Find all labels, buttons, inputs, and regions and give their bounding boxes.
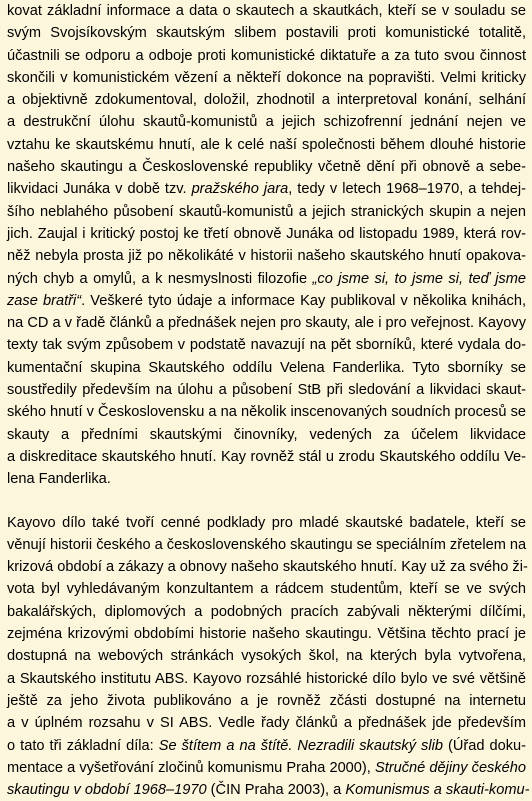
text-line xyxy=(7,735,526,757)
text-run: vztahu ke skautskému hnutí, ale k celé naší společnosti během dlouhé historie xyxy=(7,136,526,153)
text-run: kumentační skupina Skautského oddílu Velena Fanderlika. Tyto sborníky se xyxy=(7,359,526,376)
text-line xyxy=(7,468,526,490)
text-line xyxy=(7,645,526,667)
text-run: a diskreditace skautského hnutí. Kay rovněž stál u zrodu Skautského oddílu Ve- xyxy=(7,448,526,465)
text-run: něž nebyla prosta již po několikáté v historii našeho skautského hnutí opakova- xyxy=(7,248,526,265)
text-run: , tedy v letech 1968–1970, a tehdej- xyxy=(288,181,526,198)
text-line xyxy=(7,623,526,645)
text-run: Kayovo dílo také tvoří cenné podklady pro mladé skautské badatele, kteří se xyxy=(7,514,526,531)
text-line xyxy=(7,67,526,89)
text-run: a objektivně zdokumentoval, doložil, zhodnotil a interpretoval konání, selhání xyxy=(7,92,526,109)
text-run: dostupná na webových stránkách vysokých škol, na kterých byla vytvořena, xyxy=(7,648,526,665)
text-line xyxy=(7,379,526,401)
text-line xyxy=(7,779,530,801)
text-line xyxy=(7,690,526,712)
text-line xyxy=(7,424,526,446)
text-line xyxy=(7,201,526,223)
italic-text: Komunismus a skauti-komu- xyxy=(345,782,530,799)
text-line xyxy=(7,89,526,111)
text-run: zejména krizovými obdobími historie našeho skautingu. Většina těchto prací je xyxy=(7,626,526,643)
text-run: krizová období a zákazy a obnovy našeho skautského hnutí. Kay už za svého ži- xyxy=(7,559,528,576)
italic-text: Stručné dějiny českého xyxy=(374,759,527,776)
text-run: a Skautského institutu ABS. Kayovo rozsáhlé historické dílo bylo ve své většině xyxy=(7,670,526,687)
paragraph-1 xyxy=(7,0,526,491)
paragraph-gap xyxy=(7,491,526,512)
text-run: ných chyb a omylů, a k nesmyslnosti filozofie xyxy=(7,270,313,287)
italic-text: zase bratři“ xyxy=(7,292,82,309)
text-run: věnují historii českého a československého skautingu se speciálním zřetelem na xyxy=(7,536,527,553)
text-line xyxy=(7,0,526,22)
text-line xyxy=(7,156,526,178)
text-run: kovat základní informace a data o skautech a skautkách, kteří se v souladu se xyxy=(7,3,526,19)
text-line xyxy=(7,22,526,44)
italic-text: pražského jara xyxy=(191,181,289,198)
text-line xyxy=(7,245,526,267)
text-run: vota byl vyhledávaným konzultantem a rádcem studentům, kteří se ve svých xyxy=(7,581,526,598)
italic-text: Se štítem a na štítě. Nezradili skautský slib xyxy=(158,737,443,754)
text-run: texty tak svým způsobem v podstatě navazují na pět sborníků, které vydala do- xyxy=(7,337,526,354)
text-line xyxy=(7,712,526,734)
text-line xyxy=(7,268,526,290)
text-line xyxy=(7,446,526,468)
text-run: ještě za jeho života publikováno a je rovněž zčásti dostupné na internetu xyxy=(7,692,526,709)
text-run: jich. Zaujal i kritický postoj ke třetí obnově Junáka od listopadu 1989, která rov- xyxy=(7,225,526,242)
text-line xyxy=(7,601,526,623)
text-line xyxy=(7,178,526,200)
text-run: skauty a předními skautskými činovníky, vedených za účelem likvidace xyxy=(7,426,526,443)
text-line xyxy=(7,45,526,67)
text-run: skončili v komunistickém vězení a někteří dokonce na popravišti. Velmi kriticky xyxy=(7,69,526,86)
text-run: účastnili se odporu a odboje proti komunistické diktatuře a za tuto svou činnost xyxy=(7,47,526,64)
text-line xyxy=(7,512,526,534)
text-run: o tato tři základní díla: xyxy=(7,737,159,754)
text-run: lena Fanderlika. xyxy=(7,471,111,488)
text-line xyxy=(7,290,526,312)
text-run: (ČIN Praha 2003), a xyxy=(206,782,346,799)
text-line xyxy=(7,401,526,423)
text-line xyxy=(7,578,526,600)
text-line xyxy=(7,556,526,578)
text-run: a destrukční úlohu skautů-komunistů a jejich schizofrenní jednání nejen ve xyxy=(7,114,526,131)
text-line xyxy=(7,134,526,156)
italic-text: „co jsme si, to jsme si, teď jsme xyxy=(312,270,527,287)
text-run: šího neblahého působení skautů-komunistů a jejich stranických skupin a nejen xyxy=(7,203,526,220)
text-run: . Veškeré tyto údaje a informace Kay publikoval v několika knihách, xyxy=(81,292,527,309)
text-run: ského hnutí v Československu a na několik inscenovaných soudních procesů se xyxy=(7,404,526,421)
text-run: svým Svojsíkovským skautským slibem postavili proti komunistické totalitě, xyxy=(7,25,526,42)
text-line xyxy=(7,357,526,379)
text-line xyxy=(7,668,526,690)
text-run: (Úřad doku- xyxy=(442,737,526,754)
text-run: na CD a v řadě článků a přednášek nejen pro skauty, ale i pro veřejnost. Kayovy xyxy=(7,315,526,332)
text-run: soustředily především na úlohu a působení StB při sledování a likvidaci skaut- xyxy=(7,382,526,399)
text-line xyxy=(7,312,526,334)
text-line xyxy=(7,223,526,245)
italic-text: skautingu v období 1968–1970 xyxy=(7,782,207,799)
text-line xyxy=(7,334,526,356)
text-line xyxy=(7,757,526,779)
text-run: a v úplném rozsahu v SI ABS. Vedle řady článků a přednášek jde především xyxy=(7,715,526,732)
paragraph-2 xyxy=(7,512,530,801)
text-run: bakalářských, diplomových a podobných pracích zabývali některými dílčími, xyxy=(7,603,526,620)
text-line xyxy=(7,534,526,556)
text-run: našeho skautingu a Československé republiky včetně dění při obnově a sebe- xyxy=(7,159,526,176)
text-run: mentace a vyšetřování zločinů komunismu Praha 2000), xyxy=(7,759,375,776)
text-run: likvidaci Junáka v době tzv. xyxy=(7,181,192,198)
text-line xyxy=(7,111,526,133)
